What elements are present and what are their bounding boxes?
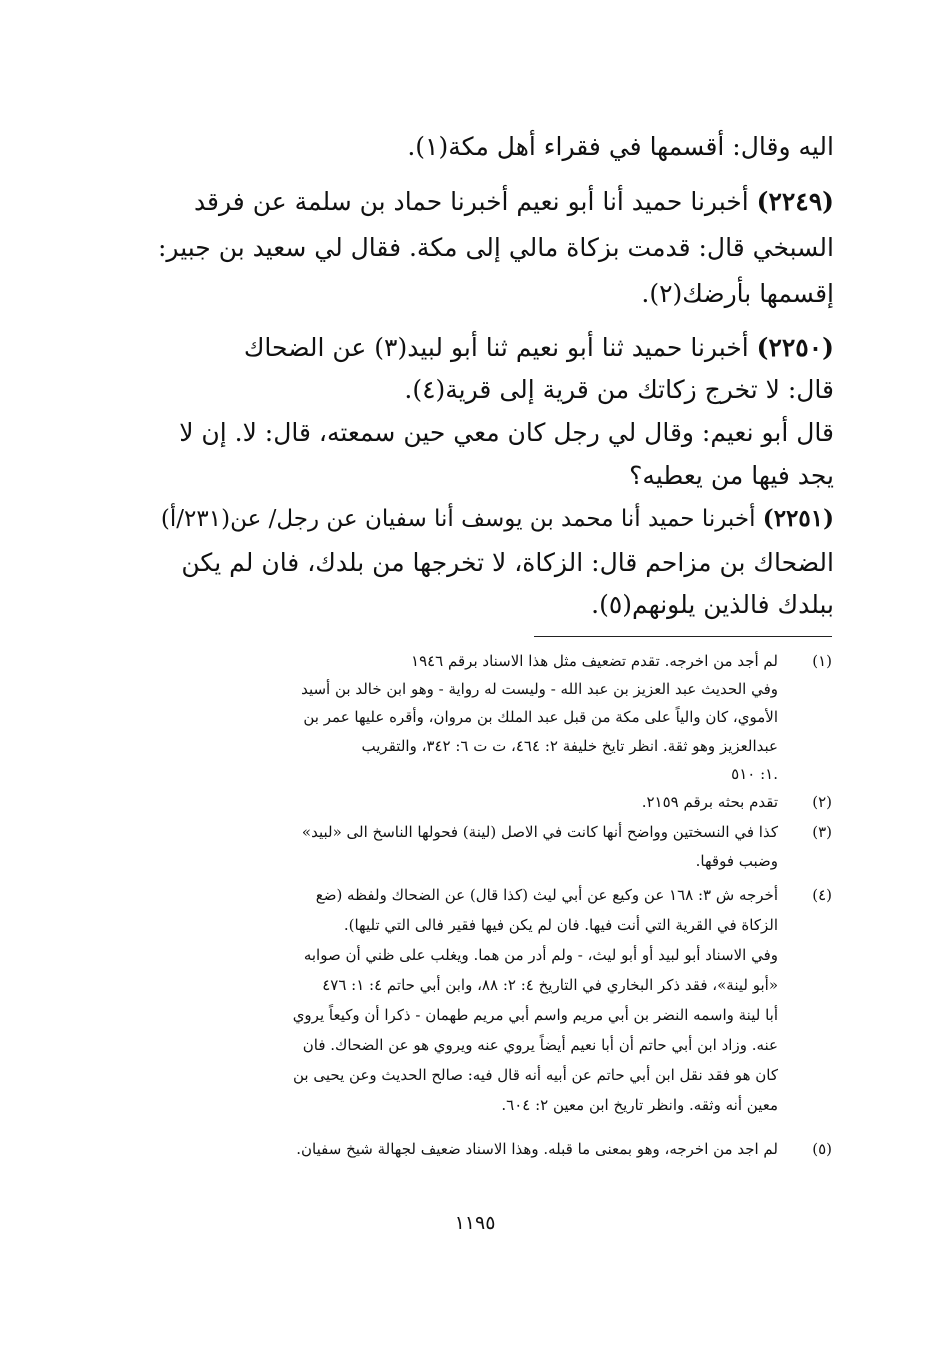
entry-2249-text-1: أخبرنا حميد أنا أبو نعيم أخبرنا حماد بن سلمة عن فرقد [193,187,749,216]
footnote-1-line-2: وفي الحديث عبد العزيز بن عبد الله - وليست له رواية - وهو ابن خالد بن أسيد [301,680,778,698]
footnote-2-line-1: تقدم بحثه برقم ٢١٥٩. [641,793,778,811]
footnote-4-line-2: الزكاة في القرية التي أنت فيها. فان لم يكن فيها فقير فالى التي تليها). [343,916,778,934]
footnote-5-line-1: لم اجد من اخرجه، وهو بمعنى ما قبله. وهذا الاسناد ضعيف لجهالة شيخ سفيان. [296,1140,778,1158]
footnote-3-line-2: وضبب فوقها. [695,852,778,870]
footnote-separator [534,636,832,637]
footnote-1-line-5: ١: ٥١٠. [731,765,778,783]
footnote-4-line-7: كان هو فقد نقل ابن أبي حاتم عن أبيه أنه قال فيه: صالح الحديث وعن يحيى بن [293,1066,778,1084]
footnote-1-line-1: لم أجد من اخرجه. تقدم تضعيف مثل هذا الاسناد برقم ١٩٤٦ [411,652,778,670]
footnote-1-line-3: الأموي، كان والياً على مكة من قبل عبد الملك بن مروان، وأقره عليها عمر بن [303,708,778,726]
entry-2250-line-1 [244,333,834,362]
entry-2251-line-2: الضحاك بن مزاحم قال: الزكاة، لا تخرجها من بلدك، فان لم يكن [181,548,834,577]
footnote-4-line-5: أبا لينة واسمه النضر بن أبي مريم واسم أبي مريم طهمان - ذكرا أن وكيعاً يروي [292,1006,778,1024]
entry-2251-line-1 [161,505,834,532]
main-line-1: اليه وقال: أقسمها في فقراء أهل مكة(١). [407,132,834,161]
footnote-3-number: (٣) [812,823,832,841]
manuscript-folio-ref: (٢٣١/أ) [160,506,231,532]
entry-2249-line-1 [194,187,834,216]
footnote-2-number: (٢) [812,793,832,811]
footnote-4-line-4: «أبو لينة»، فقد ذكر البخاري في التاريخ ٤: ٢: ٨٨، وابن أبي حاتم ٤: ١: ٤٧٦ [322,976,778,994]
entry-number-2250: (٢٢٥٠) [756,333,834,362]
footnote-4-line-3: وفي الاسناد أبو لبيد أو أبو ليث، - ولم أدر من هما. ويغلب على ظني أن صوابه [303,946,778,964]
footnote-1-number: (١) [812,652,832,670]
entry-2251-text-1: أخبرنا حميد أنا محمد بن يوسف أنا سفيان عن رجل/ عن [230,506,756,532]
page-number: ١١٩٥ [454,1212,496,1234]
footnote-4-line-8: معين أنه وثقه. وانظر تاريخ ابن معين ٢: ٦٠٤. [501,1096,778,1114]
footnote-1-line-4: عبدالعزيز وهو ثقة. انظر تايخ خليفة ٢: ٤٦٤، ت ت ٦: ٣٤٢، والتقريب [361,737,778,755]
entry-2250-line-3: قال أبو نعيم: وقال لي رجل كان معي حين سمعته، قال: لا. إن لا [179,418,834,447]
footnote-5-number: (٥) [812,1140,832,1158]
footnote-4-number: (٤) [812,886,832,904]
entry-number-2249: (٢٢٤٩) [756,187,834,216]
footnote-4-line-6: عنه. وزاد ابن أبي حاتم أن أبا نعيم أيضاً يروي عنه ويروي هو عن الضحاك. فان [302,1036,778,1054]
entry-2249-line-3: إقسمها بأرضك(٢). [641,279,834,308]
entry-2250-text-1: أخبرنا حميد ثنا أبو نعيم ثنا أبو لبيد(٣) عن الضحاك [243,333,749,362]
entry-2249-line-2: السبخي قال: قدمت بزكاة مالي إلى مكة. فقال لي سعيد بن جبير: [157,233,834,262]
entry-number-2251: (٢٢٥١) [762,505,834,532]
entry-2250-line-2: قال: لا تخرج زكاتك من قرية إلى قرية(٤). [404,375,834,404]
entry-2250-line-4: يجد فيها من يعطيه؟ [629,461,834,490]
footnote-4-line-1: أخرجه ش ٣: ١٦٨ عن وكيع عن أبي ليث (كذا قال) عن الضحاك ولفظه (ضع [315,886,778,904]
entry-2251-line-3: ببلدك فالذين يلونهم(٥). [591,590,834,619]
footnote-3-line-1: كذا في النسختين وواضح أنها كانت في الاصل (لينة) فحولها الناسخ الى «لبيد» [301,823,778,841]
